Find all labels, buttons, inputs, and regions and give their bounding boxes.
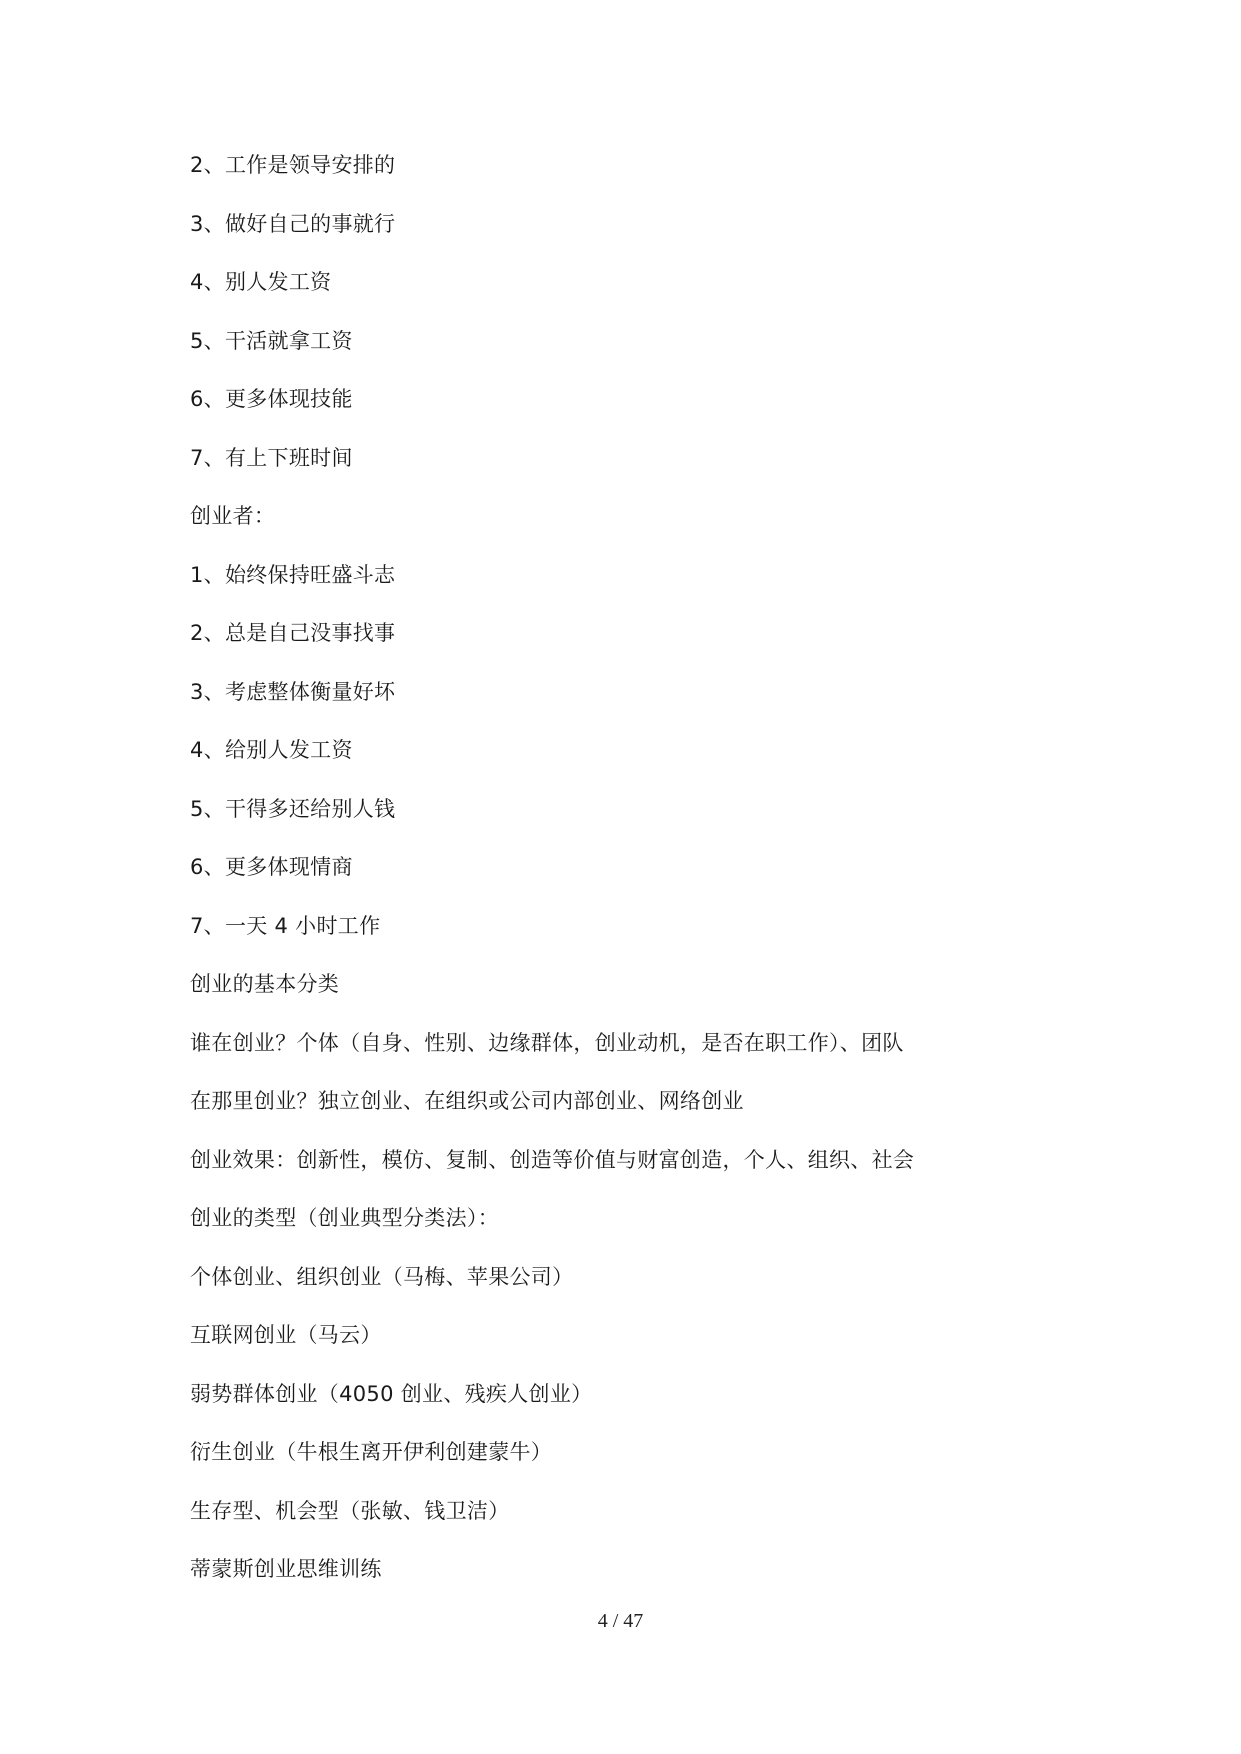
text-line: 1、始终保持旺盛斗志 bbox=[190, 562, 396, 587]
text-line: 互联网创业（马云） bbox=[190, 1323, 382, 1347]
text-line: 7、一天 4 小时工作 bbox=[190, 913, 381, 938]
text-line: 生存型、机会型（张敏、钱卫洁） bbox=[190, 1498, 510, 1523]
text-line: 4、别人发工资 bbox=[190, 270, 332, 294]
text-line: 衍生创业（牛根生离开伊利创建蒙牛） bbox=[190, 1440, 553, 1464]
text-line: 3、考虑整体衡量好坏 bbox=[190, 679, 396, 704]
text-line: 6、更多体现技能 bbox=[190, 387, 353, 411]
text-line: 2、总是自己没事找事 bbox=[190, 621, 396, 645]
document-body bbox=[190, 150, 1090, 1613]
section-heading: 创业者： bbox=[190, 504, 276, 528]
text-line: 7、有上下班时间 bbox=[190, 445, 353, 470]
text-line: 6、更多体现情商 bbox=[190, 855, 353, 879]
section-heading: 创业的基本分类 bbox=[190, 972, 340, 996]
page-number: 4 / 47 bbox=[597, 1610, 644, 1632]
text-line: 在那里创业？独立创业、在组织或公司内部创业、网络创业 bbox=[190, 1089, 744, 1113]
text-line: 3、做好自己的事就行 bbox=[190, 211, 396, 236]
text-line: 创业效果：创新性，模仿、复制、创造等价值与财富创造，个人、组织、社会 bbox=[190, 1147, 915, 1172]
text-line: 5、干得多还给别人钱 bbox=[190, 796, 396, 821]
text-line: 5、干活就拿工资 bbox=[190, 328, 353, 353]
text-line: 弱势群体创业（4050 创业、残疾人创业） bbox=[190, 1381, 593, 1406]
text-line: 2、工作是领导安排的 bbox=[190, 153, 396, 177]
text-line: 个体创业、组织创业（马梅、苹果公司） bbox=[190, 1264, 574, 1289]
text-line: 谁在创业？个体（自身、性别、边缘群体，创业动机，是否在职工作）、团队 bbox=[190, 1030, 904, 1055]
section-heading: 蒂蒙斯创业思维训练 bbox=[190, 1557, 382, 1581]
section-heading: 创业的类型（创业典型分类法）： bbox=[190, 1206, 499, 1230]
text-line: 4、给别人发工资 bbox=[190, 738, 353, 762]
